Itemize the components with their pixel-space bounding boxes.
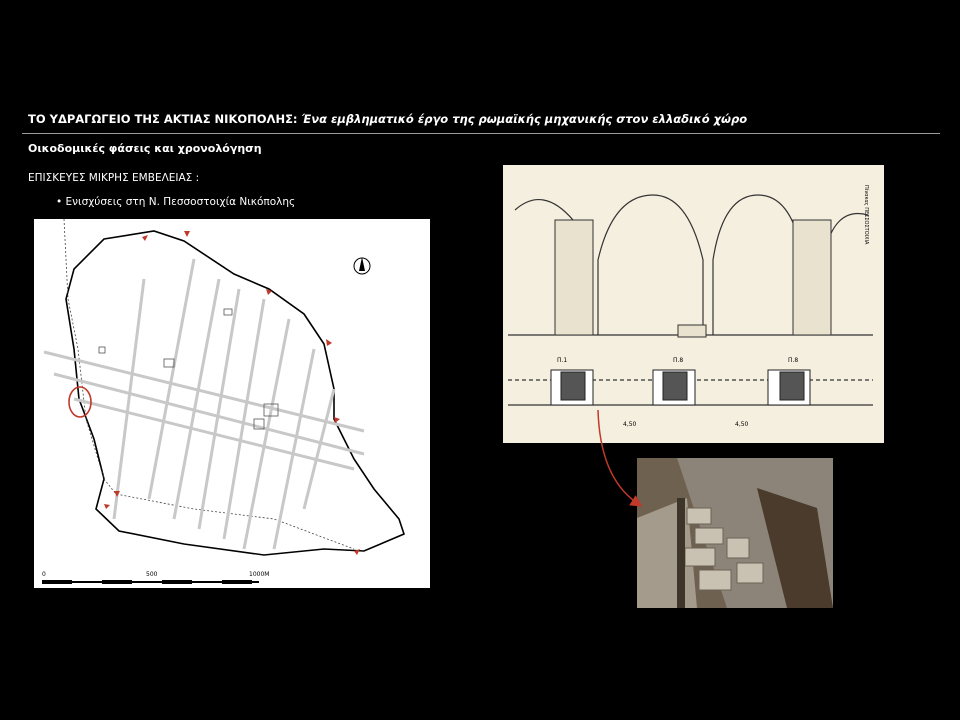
scale-label-1000: 1000M — [249, 571, 270, 578]
scale-label-500: 500 — [146, 571, 158, 578]
dimension-label-1: 4,50 — [623, 421, 637, 428]
street-grid — [44, 259, 364, 549]
city-map-panel — [34, 219, 430, 588]
title-main: ΤΟ ΥΔΡΑΓΩΓΕΙΟ ΤΗΣ ΑΚΤΙΑΣ ΝΙΚΟΠΟΛΗΣ: — [28, 112, 298, 126]
gate-markers — [104, 231, 360, 555]
pier-label-3: Π.8 — [788, 357, 799, 364]
elevation-drawing-panel — [503, 165, 884, 443]
city-map-image — [34, 219, 430, 588]
elevation-drawing-image — [503, 165, 884, 443]
title-divider — [22, 133, 940, 134]
drawing-side-note: Πίνακας ΠΕΣΣΟΣΤΟΙΧΙΑ — [863, 185, 869, 245]
aqueduct-line — [64, 219, 354, 549]
title-italic: Ένα εμβληματικό έργο της ρωμαϊκής μηχανικής στον ελλαδικό χώρο — [301, 112, 748, 126]
slide-subtitle: Οικοδομικές φάσεις και χρονολόγηση — [28, 142, 262, 155]
slide-title — [28, 112, 747, 126]
dimension-label-2: 4,50 — [735, 421, 749, 428]
scale-label-0: 0 — [42, 571, 46, 578]
pier-label-2: Π.8 — [673, 357, 684, 364]
pier-label-1: Π.1 — [557, 357, 568, 364]
scale-bar — [42, 580, 259, 584]
excavation-photo — [637, 458, 833, 608]
bullet-item: • Ενισχύσεις στη Ν. Πεσσοστοιχία Νικόπολης — [56, 196, 296, 208]
north-arrow-icon — [354, 257, 370, 274]
section-heading: ΕΠΙΣΚΕΥΕΣ ΜΙΚΡΗΣ ΕΜΒΕΛΕΙΑΣ : — [28, 172, 200, 184]
